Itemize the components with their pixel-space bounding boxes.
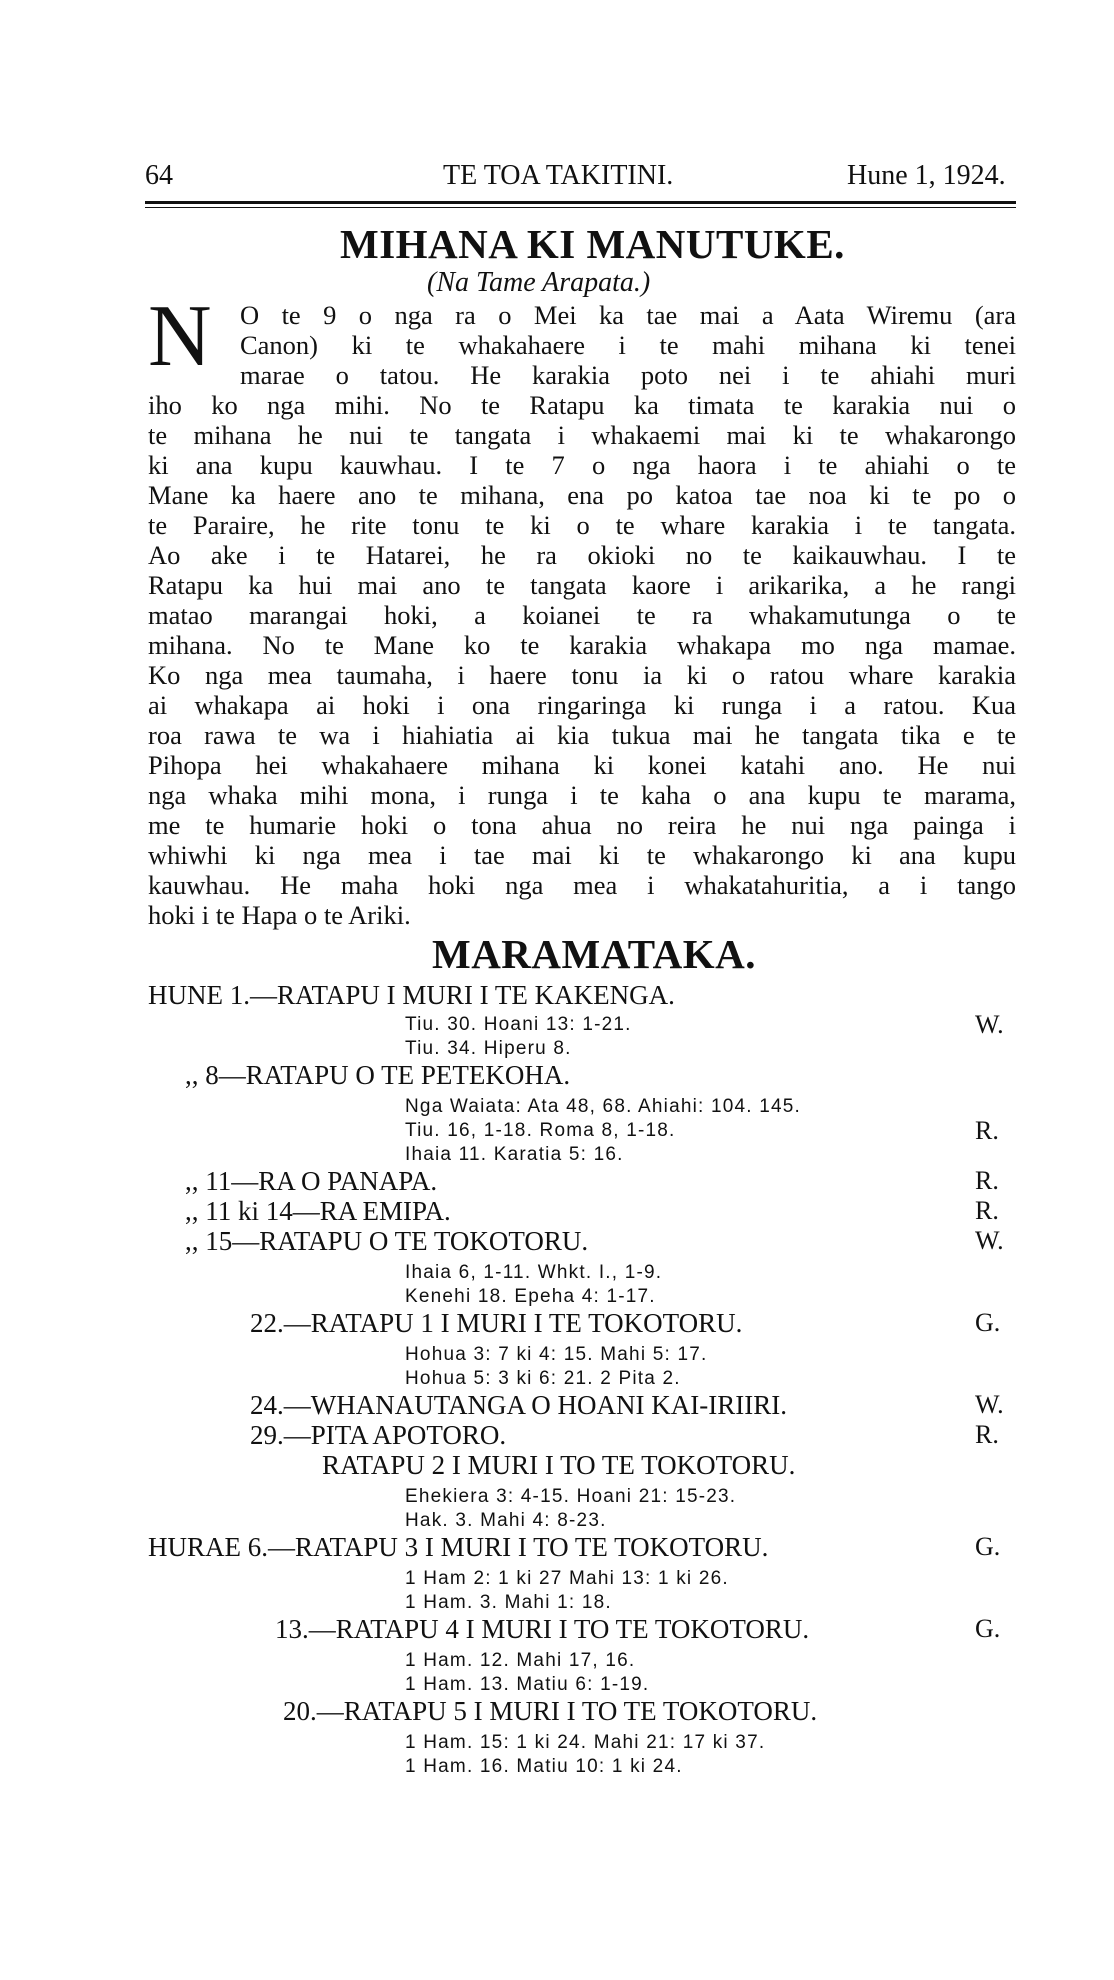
calendar-heading: 29.—PITA APOTORO. xyxy=(250,1420,507,1450)
calendar-heading: HURAE 6.—RATAPU 3 I MURI I TO TE TOKOTORU. xyxy=(148,1532,769,1562)
calendar-heading: ,, 11—RA O PANAPA. xyxy=(185,1166,438,1196)
article-byline: (Na Tame Arapata.) xyxy=(427,267,651,298)
calendar-heading: 22.—RATAPU 1 I MURI I TE TOKOTORU. xyxy=(250,1308,743,1338)
calendar-title: MARAMATAKA. xyxy=(432,931,756,977)
calendar-heading: 24.—WHANAUTANGA O HOANI KAI-IRIIRI. xyxy=(250,1390,788,1420)
body-line: hoki i te Hapa o te Ariki. xyxy=(148,900,411,930)
calendar-heading: 13.—RATAPU 4 I MURI I TO TE TOKOTORU. xyxy=(275,1614,810,1644)
liturgical-color-code: G. xyxy=(975,1308,1001,1337)
liturgical-color-code: R. xyxy=(975,1166,999,1195)
reading-line: 1 Ham. 16. Matiu 10: 1 ki 24. xyxy=(405,1756,683,1777)
reading-line: 1 Ham. 12. Mahi 17, 16. xyxy=(405,1650,636,1671)
article-title: MIHANA KI MANUTUKE. xyxy=(340,221,845,267)
body-line: nga whaka mihi mona, i runga i te kaha o ana kupu te marama, xyxy=(148,780,1016,810)
body-line: te Paraire, he rite tonu te ki o te whare karakia i te tangata. xyxy=(148,510,1016,540)
body-line: mihana. No te Mane ko te karakia whakapa mo nga mamae. xyxy=(148,630,1016,660)
body-line: O te 9 o nga ra o Mei ka tae mai a Aata Wiremu (ara xyxy=(240,300,1016,330)
page-number: 64 xyxy=(145,160,173,191)
reading-line: 1 Ham. 3. Mahi 1: 18. xyxy=(405,1592,612,1613)
liturgical-color-code: R. xyxy=(975,1196,999,1225)
calendar-heading: RATAPU 2 I MURI I TO TE TOKOTORU. xyxy=(322,1450,796,1480)
publication-title: TE TOA TAKITINI. xyxy=(443,160,674,191)
issue-date: Hune 1, 1924. xyxy=(847,160,1006,191)
calendar-heading: ,, 8—RATAPU O TE PETEKOHA. xyxy=(185,1060,571,1090)
body-line: matao marangai hoki, a koianei te ra whakamutunga o te xyxy=(148,600,1016,630)
body-line: ai whakapa ai hoki i ona ringaringa ki runga i a ratou. Kua xyxy=(148,690,1016,720)
reading-line: Ihaia 6, 1-11. Whkt. I., 1-9. xyxy=(405,1262,663,1283)
liturgical-color-code: G. xyxy=(975,1614,1001,1643)
liturgical-color-code: R. xyxy=(975,1116,999,1145)
reading-line: Kenehi 18. Epeha 4: 1-17. xyxy=(405,1286,656,1307)
reading-line: Tiu. 34. Hiperu 8. xyxy=(405,1038,572,1059)
body-line: Pihopa hei whakahaere mihana ki konei katahi ano. He nui xyxy=(148,750,1016,780)
header-rule xyxy=(145,201,1016,204)
liturgical-color-code: W. xyxy=(975,1390,1004,1419)
body-line: kauwhau. He maha hoki nga mea i whakatahuritia, a i tango xyxy=(148,870,1016,900)
reading-line: 1 Ham. 13. Matiu 6: 1-19. xyxy=(405,1674,650,1695)
liturgical-color-code: W. xyxy=(975,1010,1004,1039)
body-line: whiwhi ki nga mea i tae mai ki te whakarongo ki ana kupu xyxy=(148,840,1016,870)
body-line: Canon) ki te whakahaere i te mahi mihana ki tenei xyxy=(240,330,1016,360)
body-line: ki ana kupu kauwhau. I te 7 o nga haora i te ahiahi o te xyxy=(148,450,1016,480)
body-line: me te humarie hoki o tona ahua no reira he nui nga painga i xyxy=(148,810,1016,840)
calendar-heading: ,, 11 ki 14—RA EMIPA. xyxy=(185,1196,451,1226)
reading-line: Hohua 5: 3 ki 6: 21. 2 Pita 2. xyxy=(405,1368,681,1389)
reading-line: Hak. 3. Mahi 4: 8-23. xyxy=(405,1510,607,1531)
body-line: roa rawa te wa i hiahiatia ai kia tukua mai he tangata tika e te xyxy=(148,720,1016,750)
drop-cap: N xyxy=(148,288,212,385)
reading-line: 1 Ham. 15: 1 ki 24. Mahi 21: 17 ki 37. xyxy=(405,1732,766,1753)
body-line: marae o tatou. He karakia poto nei i te ahiahi muri xyxy=(240,360,1016,390)
reading-line: Tiu. 16, 1-18. Roma 8, 1-18. xyxy=(405,1120,676,1141)
liturgical-color-code: R. xyxy=(975,1420,999,1449)
reading-line: Tiu. 30. Hoani 13: 1-21. xyxy=(405,1014,632,1035)
reading-line: Ehekiera 3: 4-15. Hoani 21: 15-23. xyxy=(405,1486,737,1507)
body-line: Ko nga mea taumaha, i haere tonu ia ki o ratou whare karakia xyxy=(148,660,1016,690)
liturgical-color-code: G. xyxy=(975,1532,1001,1561)
reading-line: Ihaia 11. Karatia 5: 16. xyxy=(405,1144,624,1165)
liturgical-color-code: W. xyxy=(975,1226,1004,1255)
body-line: Mane ka haere ano te mihana, ena po katoa tae noa ki te po o xyxy=(148,480,1016,510)
calendar-heading: HUNE 1.—RATAPU I MURI I TE KAKENGA. xyxy=(148,980,675,1010)
calendar-heading: ,, 15—RATAPU O TE TOKOTORU. xyxy=(185,1226,589,1256)
header-rule-thin xyxy=(145,207,1016,208)
body-line: Ratapu ka hui mai ano te tangata kaore i arikarika, a he rangi xyxy=(148,570,1016,600)
body-line: iho ko nga mihi. No te Ratapu ka timata te karakia nui o xyxy=(148,390,1016,420)
body-line: Ao ake i te Hatarei, he ra okioki no te kaikauwhau. I te xyxy=(148,540,1016,570)
reading-line: Hohua 3: 7 ki 4: 15. Mahi 5: 17. xyxy=(405,1344,708,1365)
body-line: te mihana he nui te tangata i whakaemi mai ki te whakarongo xyxy=(148,420,1016,450)
calendar-heading: 20.—RATAPU 5 I MURI I TO TE TOKOTORU. xyxy=(283,1696,818,1726)
reading-line: 1 Ham 2: 1 ki 27 Mahi 13: 1 ki 26. xyxy=(405,1568,729,1589)
reading-line: Nga Waiata: Ata 48, 68. Ahiahi: 104. 145. xyxy=(405,1096,802,1117)
